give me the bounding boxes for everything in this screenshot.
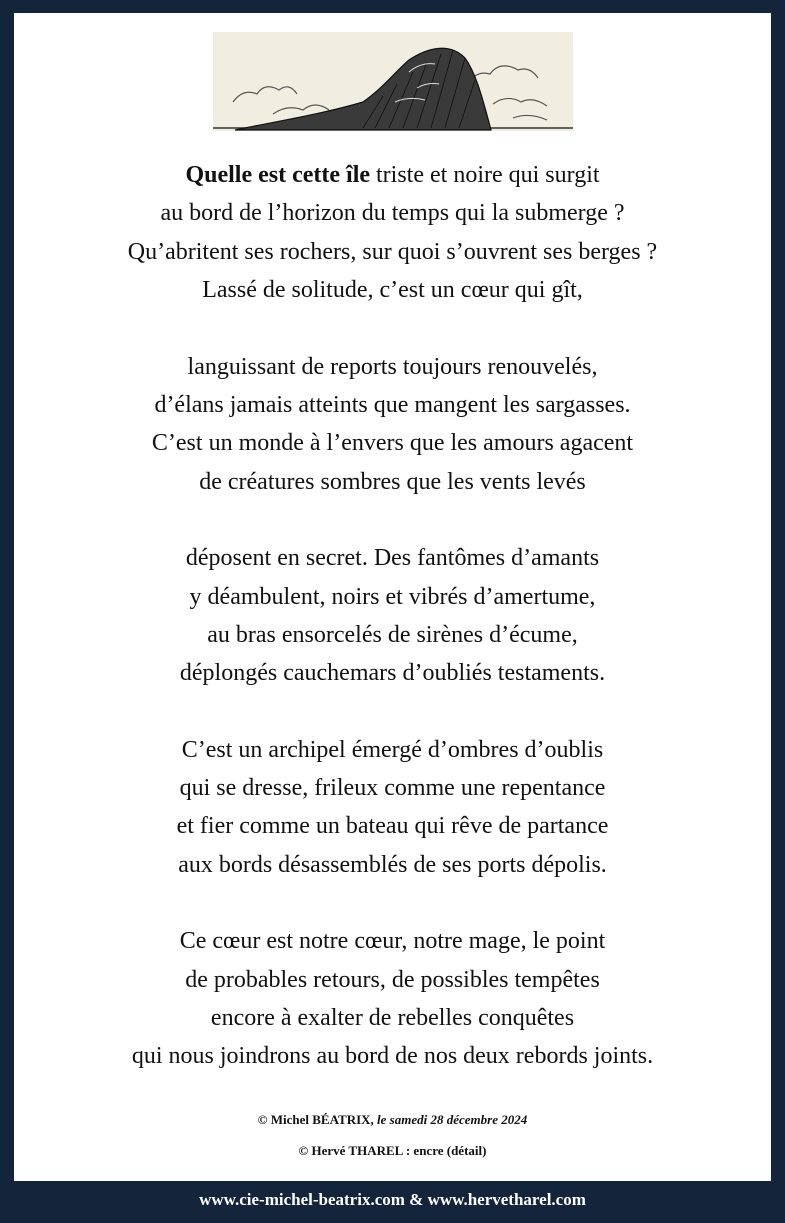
poem-line bbox=[14, 616, 771, 654]
poem-line-text: Qu’abritent ses rochers, sur quoi s’ouvrent ses berges ? bbox=[127, 238, 658, 265]
poem-line-text: de probables retours, de possibles tempêtes bbox=[185, 966, 600, 993]
stanza bbox=[14, 922, 771, 1076]
author-credit bbox=[14, 1112, 771, 1128]
poem-card bbox=[14, 13, 771, 1181]
island-shape bbox=[235, 48, 491, 130]
poem-line-text: languissant de reports toujours renouvelés, bbox=[187, 353, 598, 380]
poem-line-text: encore à exalter de rebelles conquêtes bbox=[210, 1005, 575, 1032]
poem-line bbox=[14, 731, 771, 769]
poem-line bbox=[14, 463, 771, 501]
poem-line bbox=[14, 539, 771, 577]
poem-body bbox=[14, 156, 771, 1076]
author-name: © Michel BÉATRIX, bbox=[257, 1112, 374, 1127]
poem-line-text: y déambulent, noirs et vibrés d’amertume, bbox=[189, 583, 596, 610]
poem-line bbox=[14, 424, 771, 462]
poem-line bbox=[14, 769, 771, 807]
artist-credit: © Hervé THAREL : encre (détail) bbox=[298, 1143, 487, 1158]
poem-line-text: Ce cœur est notre cœur, notre mage, le point bbox=[179, 928, 606, 955]
poem-line-text: au bras ensorcelés de sirènes d’écume, bbox=[207, 621, 578, 648]
poem-line-bold: Quelle est cette île bbox=[185, 162, 371, 188]
cloud-stroke bbox=[513, 115, 547, 120]
illustration-svg bbox=[213, 32, 573, 131]
poem-line-text: déposent en secret. Des fantômes d’amants bbox=[185, 545, 600, 572]
poem-line bbox=[14, 271, 771, 309]
poem-line bbox=[14, 386, 771, 424]
poem-line bbox=[14, 578, 771, 616]
poem-line-text: d’élans jamais atteints que mangent les sargasses. bbox=[154, 391, 631, 418]
footer-links[interactable]: www.cie-michel-beatrix.com & www.hervetharel.com bbox=[199, 1190, 586, 1209]
ink-drawing-island-icon bbox=[213, 32, 573, 131]
poem-line bbox=[14, 194, 771, 232]
poem-line-text: qui nous joindrons au bord de nos deux rebords joints. bbox=[131, 1043, 654, 1070]
poem-line bbox=[14, 961, 771, 999]
poem-line-text: qui se dresse, frileux comme une repentance bbox=[179, 775, 606, 802]
poem-line-text: de créatures sombres que les vents levés bbox=[199, 468, 586, 495]
cloud-stroke bbox=[493, 98, 547, 106]
poem-line bbox=[14, 999, 771, 1037]
cloud-stroke bbox=[233, 87, 297, 102]
poem-line-text: aux bords désassemblés de ses ports dépolis. bbox=[178, 851, 607, 878]
poem-line-text: Lassé de solitude, c’est un cœur qui gît, bbox=[202, 277, 583, 304]
poem-line bbox=[14, 156, 771, 194]
poem-line bbox=[14, 922, 771, 960]
poem-line bbox=[14, 233, 771, 271]
poem-line-text: C’est un archipel émergé d’ombres d’oublis bbox=[181, 736, 604, 763]
poem-line bbox=[14, 846, 771, 884]
poem-line-text: et fier comme un bateau qui rêve de partance bbox=[176, 813, 609, 840]
poem-line-text: au bord de l’horizon du temps qui la submerge ? bbox=[160, 200, 625, 227]
poem-line bbox=[14, 1037, 771, 1075]
stanza bbox=[14, 348, 771, 502]
poem-line-text: C’est un monde à l’envers que les amours agacent bbox=[151, 430, 634, 457]
poem-date: le samedi 28 décembre 2024 bbox=[373, 1112, 528, 1127]
poem-line-text: triste et noire qui surgit bbox=[370, 162, 600, 188]
stanza bbox=[14, 539, 771, 693]
poem-line bbox=[14, 654, 771, 692]
poem-line bbox=[14, 348, 771, 386]
cloud-stroke bbox=[468, 66, 538, 84]
poem-line bbox=[14, 807, 771, 845]
poem-line-text: déplongés cauchemars d’oubliés testaments. bbox=[179, 660, 606, 687]
stanza bbox=[14, 156, 771, 310]
stanza bbox=[14, 731, 771, 885]
